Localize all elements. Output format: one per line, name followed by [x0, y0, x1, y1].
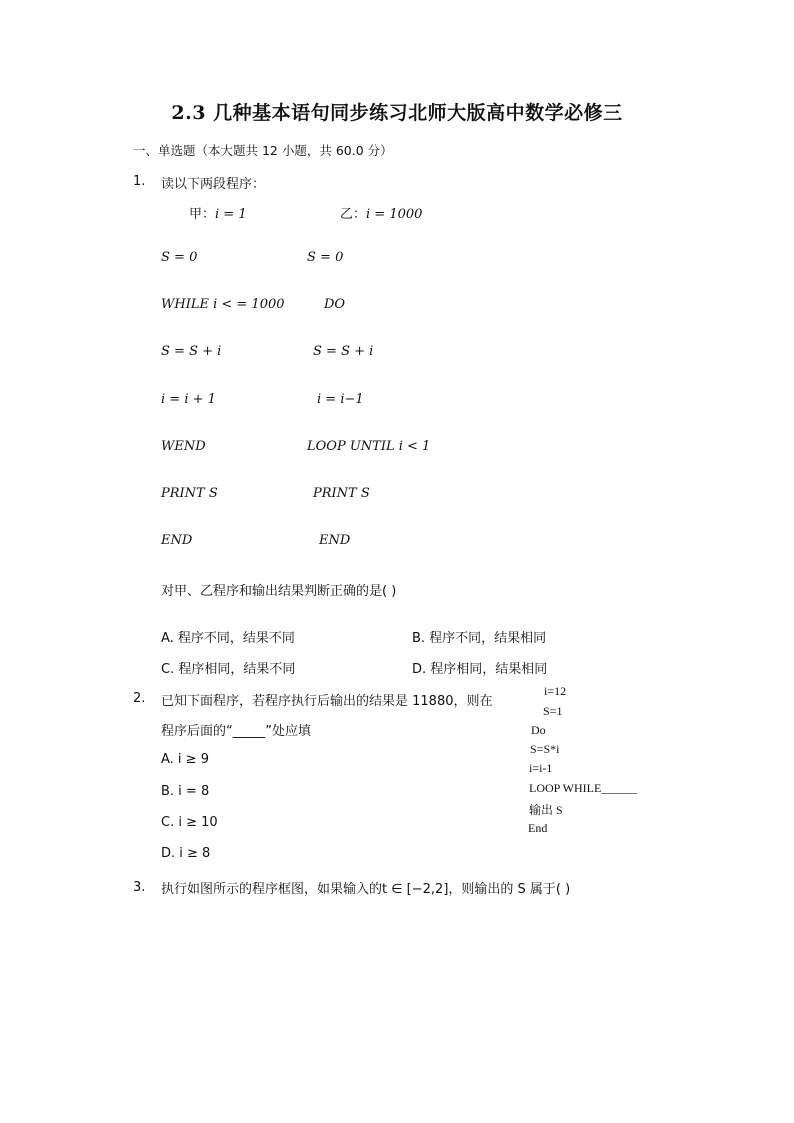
q1-option-b[interactable]: B. 程序不同，结果相同 — [412, 631, 547, 646]
q1-jia-label: 甲： — [189, 207, 216, 222]
q1-stem: 读以下两段程序： — [161, 177, 266, 192]
q3-stem: 执行如图所示的程序框图，如果输入的t ∈ [−2,2]，则输出的 S 属于( ) — [161, 882, 571, 897]
q1-number: 1. — [133, 174, 146, 189]
q2-option-d[interactable]: D. i ≥ 8 — [161, 846, 211, 861]
q1-left-line: S = 0 — [161, 250, 198, 265]
q1-right-line: DO — [324, 297, 346, 312]
q1-left-line: WEND — [161, 439, 206, 454]
q2-code-line: S=S*i — [530, 742, 560, 756]
q1-option-d[interactable]: D. 程序相同，结果相同 — [412, 662, 548, 677]
q1-jia-init: i = 1 — [215, 207, 247, 222]
q1-right-line: LOOP UNTIL i < 1 — [307, 439, 431, 454]
document-title: 2.3 几种基本语句同步练习北师大版高中数学必修三 — [171, 102, 623, 124]
q1-option-a[interactable]: A. 程序不同，结果不同 — [161, 631, 295, 646]
q1-left-line: WHILE i < = 1000 — [161, 297, 285, 312]
q1-question: 对甲、乙程序和输出结果判断正确的是( ) — [161, 584, 397, 599]
q2-code-line: End — [528, 821, 548, 835]
q1-right-line: END — [319, 533, 351, 548]
q1-left-line: PRINT S — [161, 486, 218, 501]
q2-code-line: i=12 — [544, 684, 567, 698]
q1-left-line: S = S + i — [161, 344, 222, 359]
q1-right-line: S = S + i — [313, 344, 374, 359]
q2-code-line: 输出 S — [529, 803, 563, 817]
q2-number: 2. — [133, 691, 146, 706]
q2-code-line: LOOP WHILE______ — [529, 781, 638, 795]
q3-number: 3. — [133, 880, 146, 895]
q2-option-b[interactable]: B. i = 8 — [161, 784, 210, 799]
section-heading: 一、单选题（本大题共 12 小题，共 60.0 分） — [133, 143, 393, 158]
q2-code-line: Do — [531, 723, 546, 737]
q1-yi-label: 乙： — [340, 207, 367, 222]
q1-left-line: i = i + 1 — [161, 392, 216, 407]
q2-option-c[interactable]: C. i ≥ 10 — [161, 815, 218, 830]
q2-stem-line1: 已知下面程序，若程序执行后输出的结果是 11880，则在 — [161, 694, 493, 709]
q1-yi-init: i = 1000 — [366, 207, 423, 222]
q1-option-c[interactable]: C. 程序相同，结果不同 — [161, 662, 296, 677]
q1-right-line: PRINT S — [313, 486, 370, 501]
q1-right-line: i = i−1 — [317, 392, 364, 407]
q2-code-line: S=1 — [543, 704, 563, 718]
q1-jia-header — [189, 203, 247, 222]
q1-yi-header — [340, 203, 422, 222]
q1-right-line: S = 0 — [307, 250, 344, 265]
q1-left-line: END — [161, 533, 193, 548]
q2-code-line: i=i-1 — [529, 761, 553, 775]
q2-stem-line2: 程序后面的“_____”处应填 — [161, 724, 311, 739]
q2-option-a[interactable]: A. i ≥ 9 — [161, 752, 209, 767]
